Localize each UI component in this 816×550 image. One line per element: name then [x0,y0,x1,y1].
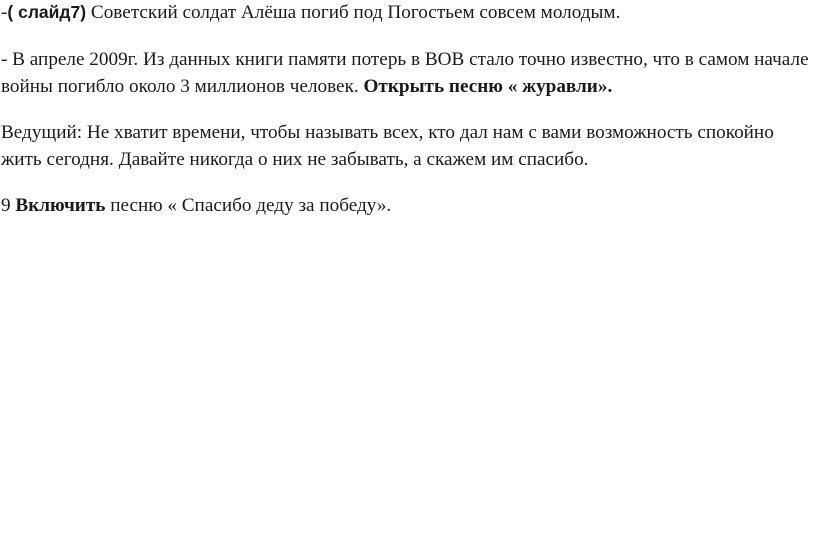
paragraph-text: - В апреле 2009г. Из данных книги памяти потерь в ВОВ стало точно известно, что в самом начале войны погибло около 3 миллионов человек. [1,49,809,97]
paragraph-text: Советский солдат Алёша погиб под Погостьем совсем молодым. [86,2,621,23]
song-instruction-zhuravli: Открыть песню « журавли». [363,76,613,97]
paragraph-song-9 [1,192,813,219]
paragraph-text: песню « Спасибо деду за победу». [105,195,392,216]
paragraph-host-speech [1,119,813,173]
paragraph-april-2009 [1,46,813,100]
paragraph-text: Ведущий: Не хватит времени, чтобы называть всех, кто дал нам с вами возможность спокойно жить сегодня. Давайте никогда о них не забывать, а скажем им спасибо. [1,122,774,170]
paragraph-slide-7 [1,0,813,26]
item-number: 9 [1,195,16,216]
play-instruction: Включить [15,195,106,216]
slide-label: ( слайд7) [7,2,87,22]
dash-marker: - [1,2,8,23]
